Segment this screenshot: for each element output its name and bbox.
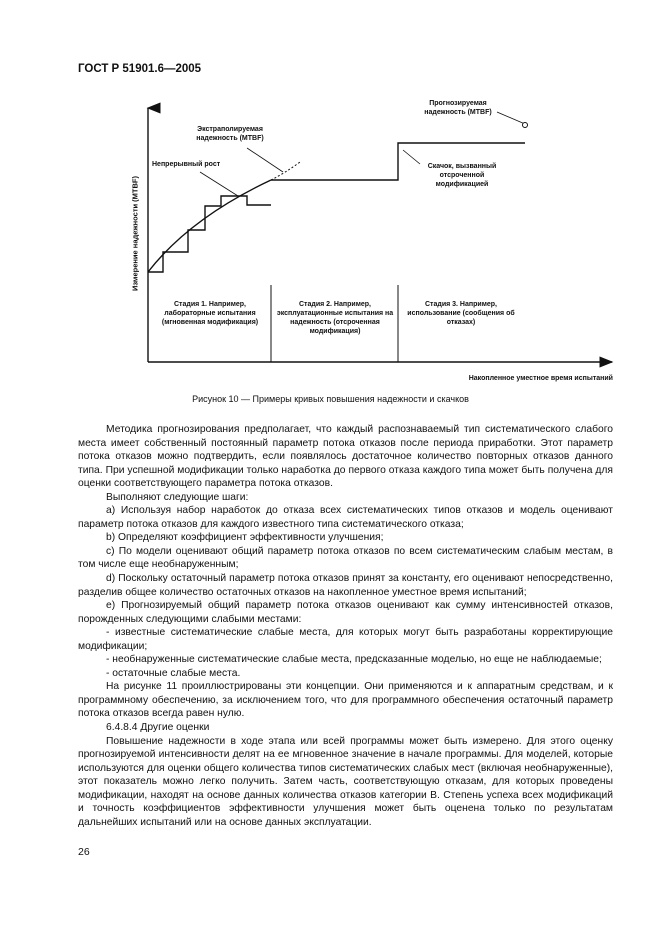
paragraph: - остаточные слабые места. [106,667,241,679]
paragraph: На рисунке 11 проиллюстрированы эти концепции. Они применяются и к аппаратным средствам, и к программному обеспечению, за исключением того, что для программного обеспечения остаточный параметр потока отказов всегда равен нулю. [78,681,613,720]
projected-reliability-label: Прогнозируемая надежность (MTBF) [424,100,492,116]
continuous-growth-label: Непрерывный рост [152,161,221,168]
paragraph: - известные систематические слабые места, для которых могут быть разработаны корректирующие модификации; [78,627,613,652]
x-axis-label: Накопленное уместное время испытаний [468,375,613,382]
stage-2-label: Стадия 2. Например, эксплуатационные испытания на надежность (отсроченная модификация) [276,301,394,335]
instant-modification-staircase [148,196,271,272]
paragraph: c) По модели оценивают общий параметр потока отказов по всем систематическим слабым местам, в том числе еще необнаруженным; [78,545,613,571]
paragraph: b) Определяют коэффициент эффективности улучшения; [106,532,384,544]
figure-caption: Рисунок 10 — Примеры кривых повышения надежности и скачков [192,394,469,404]
section-heading: 6.4.8.4 Другие оценки [106,722,210,734]
extrapolated-reliability-label: Экстраполируемая надежность (MTBF) [196,126,264,142]
document-body [78,423,613,829]
paragraph: а) Используя набор наработок до отказа всех систематических типов отказов и модель оценивают параметр потока отказов для каждого известного типа систематического отказа; [78,505,613,530]
paragraph: Выполняют следующие шаги: [106,491,249,503]
y-axis-label: Измерение надежности (MTBF) [130,175,140,292]
page-number: 26 [78,846,90,858]
stage-1-label: Стадия 1. Например, лабораторные испытания (мгновенная модификация) [161,301,259,326]
delayed-jump-label: Скачок, вызванный отсроченной модификацией [427,163,497,188]
paragraph: d) Поскольку остаточный параметр потока отказов принят за константу, его оценивают непосредственно, разделив общее количество остаточных отказов на накопленное уместное время испытаний; [78,573,613,598]
paragraph: - необнаруженные систематические слабые места, предсказанные моделью, но еще не наблюдаемые; [106,654,602,666]
reliability-growth-figure [0,0,661,400]
continuous-growth-curve [148,180,271,272]
reliability-growth-diagram [0,0,661,400]
document-header: ГОСТ Р 51901.6—2005 [78,63,202,75]
paragraph: Повышение надежности в ходе этапа или всей программы может быть измерено. Для этого оценку прогнозируемой интенсивности делят на ее мгновенное значение в начале программы. Для моделей, которые используются для оценки общего количества типов систематических слабых мест (включая необнаруженные), этот показатель можно легко получить. Затем часть, соответствующую отказам, для которых проведены модификации, находят на основе данных количества отказов категории В. Степень успеха всех модификаций и точность коэффициентов эффективности улучшения может быть оценена только по результатам дальнейших испытаний или на основе данных эксплуатации. [78,735,613,828]
paragraph: Методика прогнозирования предполагает, что каждый распознаваемый тип систематического слабого места имеет собственный постоянный параметр потока отказов после периода приработки. Этот параметр потока отказов можно подтвердить, если появлялось достаточное количество повторных отказов данного типа. При успешной модификации только наработка до первого отказа каждого типа может быть получена для оценки соответствующего параметра потока отказов. [78,424,613,490]
projected-point [523,123,528,128]
paragraph: e) Прогнозируемый общий параметр потока отказов оценивают как сумму интенсивностей отказов, порожденных следующими слабыми местами: [78,600,613,625]
extrapolated-curve [271,162,300,180]
stage-3-label: Стадия 3. Например, использование (сообщения об отказах) [407,301,515,326]
